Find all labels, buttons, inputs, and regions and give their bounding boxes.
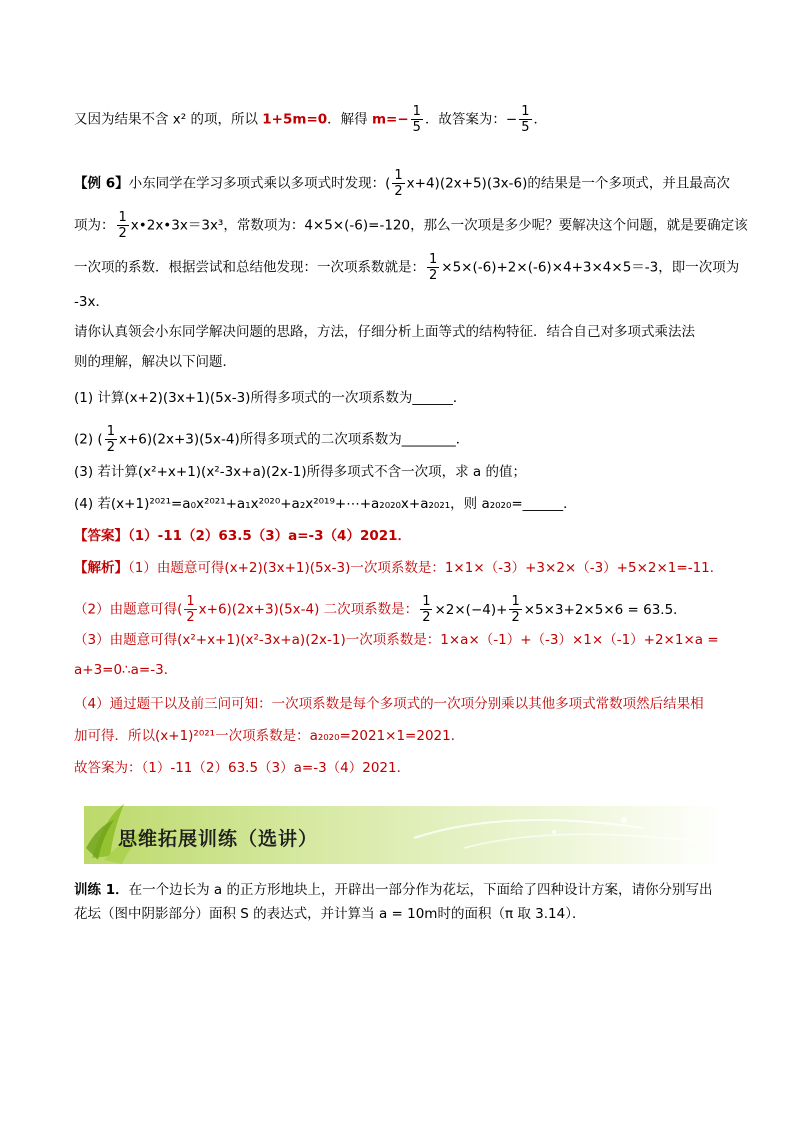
denominator: 2 [186,610,195,625]
denominator: 2 [394,184,403,199]
text: （1）由题意可得(x+2)(3x+1)(5x-3)一次项系数是：1×1×（-3）+3×2×（-3）+5×2×1=-11． [128,560,724,576]
text: x•2x•3x＝3x³，常数项为：4×5×(-6)=-120，那么一次项是多少呢？要解决这个问题，就是要确定该 [130,217,748,234]
numerator: 1 [394,168,403,183]
fraction [509,594,521,625]
example-tag: 【例 6】 [74,175,129,192]
text: 小东同学在学习多项式乘以多项式时发现：( [128,175,391,192]
text: x+6)(2x+3)(5x-4)所得多项式的二次项系数为________． [118,431,470,448]
question-4 [74,494,732,514]
numerator: 1 [521,104,530,119]
text: 故答案为：（1）-11（2）63.5（3）a=-3（4）2021． [74,760,411,776]
text: 请你认真领会小东同学解决问题的思路，方法，仔细分析上面等式的结构特征．结合自己对多项式乘法法 [74,324,695,340]
text: 花坛（图中阴影部分）面积 S 的表达式，并计算当 a = 10m时的面积（π 取 3.14）． [74,906,586,922]
text: x+4)(2x+5)(3x-6)的结果是一个多项式，并且最高次 [406,175,730,192]
answer-text: （1）-11（2）63.5（3）a=-3（4）2021． [128,528,412,544]
fraction [117,210,129,241]
text: 则的理解，解决以下问题． [74,354,236,370]
text: 一次项的系数．根据尝试和总结他发现：一次项系数就是： [74,259,425,276]
text: (2) ( [74,431,103,448]
text: ．解得 [327,111,372,128]
numerator: 1 [118,210,127,225]
text: a+3=0∴a=-3． [74,662,178,678]
denominator: 2 [511,610,520,625]
equation: 1+5m=0 [262,111,328,128]
answer-line [74,526,732,546]
denominator: 5 [521,120,530,135]
example-line-2 [74,210,748,241]
text: (3) 若计算(x²+x+1)(x²-3x+a)(2x-1)所得多项式不含一次项，求 a 的值； [74,464,526,480]
numerator: 1 [422,594,431,609]
analysis-line-5 [74,694,732,714]
text: ． [533,111,548,128]
denominator: 2 [422,610,431,625]
text: x+6)(2x+3)(5x-4) 二次项系数是： [198,601,419,618]
numerator: 1 [429,252,438,267]
text: m=− [371,111,409,128]
prev-answer-line [74,104,732,135]
text: (4) 若(x+1)²⁰²¹=a₀x²⁰²¹+a₁x²⁰²⁰+a₂x²⁰¹⁹+⋯+a₂₀₂₀x+a₂₀₂₁，则 a₂₀₂₀=______． [74,496,577,512]
fraction [184,594,196,625]
training-line-1 [74,880,732,900]
fraction [427,252,439,283]
question-2 [74,424,732,455]
numerator: 1 [412,104,421,119]
analysis-line-1 [74,558,732,578]
text: 又因为结果不含 x² 的项，所以 [74,111,263,128]
training-tag: 训练 1． [74,882,129,898]
text: （4）通过题干以及前三问可知：一次项系数是每个多项式的一次项分别乘以其他多项式常数项然后结果相 [74,696,704,712]
expression [418,594,687,625]
example-line-4 [74,292,732,312]
denominator: 2 [106,440,115,455]
fraction [420,594,432,625]
text: 加可得．所以(x+1)²⁰²¹一次项系数是：a₂₀₂₀=2021×1=2021． [74,728,465,744]
text: (1) 计算(x+2)(3x+1)(5x-3)所得多项式的一次项系数为______． [74,390,467,406]
question-1 [74,388,732,408]
text: 在一个边长为 a 的正方形地块上，开辟出一部分作为花坛，下面给了四种设计方案，请你分别写出 [128,882,713,898]
final-answer-line [74,758,732,778]
fraction [519,104,531,135]
denominator: 2 [429,268,438,283]
analysis-line-6 [74,726,732,746]
answer-tag: 【答案】 [74,528,128,544]
text: ×2×(−4)+ [434,601,508,618]
text: ×5×3+2×5×6 = 63.5． [523,601,687,618]
example-line-3 [74,252,740,283]
denominator: 5 [412,120,421,135]
training-line-2 [74,904,732,924]
analysis-line-2 [74,594,732,625]
example-paragraph-2 [74,352,732,372]
analysis-tag: 【解析】 [74,560,128,576]
fraction [392,168,404,199]
example-paragraph-1 [74,322,732,342]
section-banner [84,798,724,864]
text: -3x． [74,294,109,310]
analysis-line-4 [74,660,732,680]
numerator: 1 [186,594,195,609]
fraction [411,104,423,135]
example-line-1 [74,168,732,199]
text: （2）由题意可得( [74,601,183,618]
denominator: 2 [118,226,127,241]
numerator: 1 [511,594,520,609]
text: ．故答案为：− [424,111,518,128]
text: （3）由题意可得(x²+x+1)(x²-3x+a)(2x-1)一次项系数是：1×a×（-1）+（-3）×1×（-1）+2×1×a = [74,632,719,648]
text: 项为： [74,217,115,234]
banner-title: 思维拓展训练（选讲） [118,828,319,850]
analysis-line-3 [74,630,732,650]
fraction [105,424,117,455]
numerator: 1 [106,424,115,439]
question-3 [74,462,732,482]
text: ×5×(-6)+2×(-6)×4+3×4×5＝-3，即一次项为 [441,259,740,276]
